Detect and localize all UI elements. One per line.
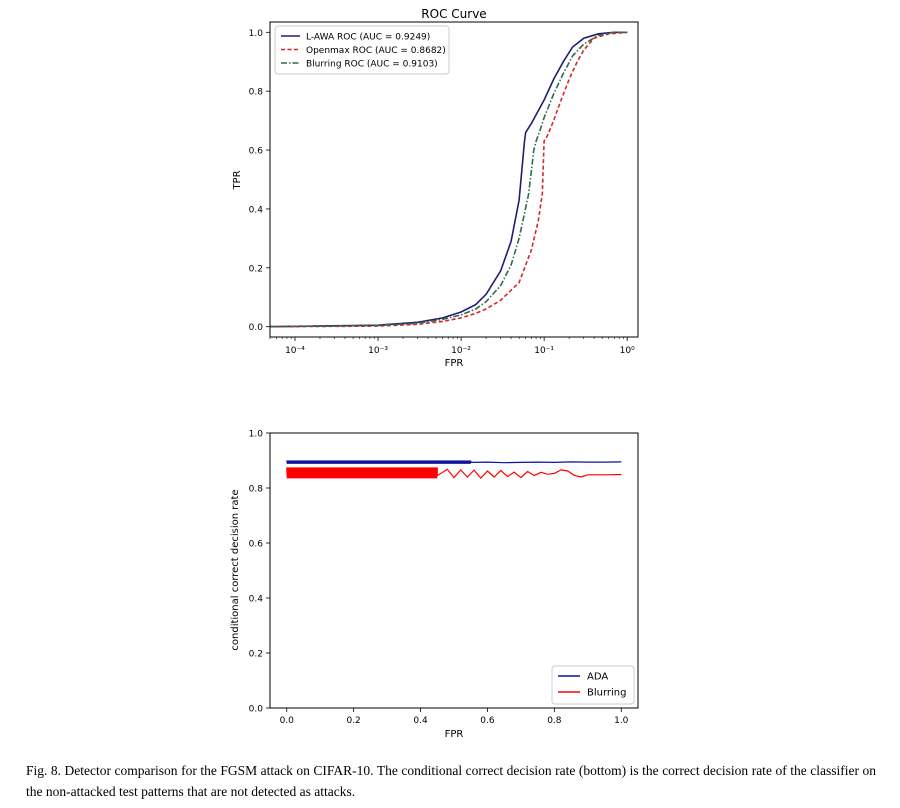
roc-legend	[275, 26, 449, 74]
roc-x-tick-label: 10⁻¹	[534, 346, 555, 356]
ccdr-legend-label: ADA	[587, 671, 609, 683]
roc-y-tick-label: 1.0	[248, 28, 263, 39]
roc-lines	[270, 32, 627, 326]
roc-x-ticks	[270, 337, 635, 356]
ccdr-x-tick-label: 0.8	[547, 716, 562, 726]
ccdr-chart	[230, 430, 638, 741]
roc-legend-label: Blurring ROC (AUC = 0.9103)	[306, 59, 438, 70]
ccdr-x-tick-label: 0.2	[346, 716, 361, 726]
ccdr-x-axis-label: FPR	[444, 729, 464, 740]
roc-title: ROC Curve	[421, 7, 487, 21]
ccdr-x-tick-label: 0.4	[413, 716, 428, 726]
ccdr-y-tick-label: 0.8	[248, 484, 263, 495]
ccdr-y-tick-label: 0.4	[248, 594, 263, 605]
roc-x-axis-label: FPR	[444, 358, 464, 369]
roc-x-tick-label: 10⁻⁴	[285, 346, 305, 356]
ccdr-x-tick-label: 0.6	[480, 716, 495, 726]
ccdr-series-line-1	[287, 467, 622, 478]
roc-y-tick-label: 0.8	[248, 87, 263, 98]
figure-caption: Fig. 8. Detector comparison for the FGSM attack on CIFAR-10. The conditional correct decision rate (bottom) is the correct decision rate of the classifier on the non-attacked test patterns that are not detected as attacks.	[26, 763, 876, 799]
roc-legend-items	[281, 33, 446, 70]
roc-y-tick-label: 0.2	[248, 264, 263, 275]
ccdr-y-axis-label: conditional correct decision rate	[230, 489, 241, 651]
roc-x-tick-label: 10⁻²	[451, 346, 471, 356]
ccdr-x-ticks	[280, 708, 629, 726]
roc-x-tick-label: 10⁻³	[368, 346, 388, 356]
roc-series-line-2	[270, 32, 627, 326]
roc-y-tick-label: 0.0	[248, 323, 263, 334]
ccdr-legend	[552, 666, 634, 704]
ccdr-lines	[287, 461, 622, 479]
ccdr-legend-label: Blurring	[587, 687, 627, 699]
ccdr-y-ticks	[249, 430, 270, 715]
roc-chart	[232, 7, 638, 369]
ccdr-x-tick-label: 1.0	[614, 716, 629, 726]
roc-series-line-0	[270, 32, 627, 326]
roc-series-line-1	[270, 32, 627, 326]
ccdr-y-tick-label: 0.6	[248, 539, 263, 550]
ccdr-y-tick-label: 0.2	[248, 649, 263, 660]
roc-legend-label: Openmax ROC (AUC = 0.8682)	[306, 46, 446, 56]
roc-y-tick-label: 0.4	[248, 205, 263, 216]
ccdr-series-line-0	[287, 461, 622, 464]
ccdr-y-tick-label: 1.0	[248, 429, 263, 440]
roc-y-ticks	[249, 29, 270, 333]
roc-x-tick-label: 10⁰	[619, 346, 635, 356]
roc-y-axis-label: TPR	[232, 170, 243, 190]
ccdr-y-tick-label: 0.0	[248, 704, 263, 715]
roc-y-tick-label: 0.6	[248, 146, 263, 157]
ccdr-x-tick-label: 0.0	[279, 716, 294, 726]
roc-legend-label: L-AWA ROC (AUC = 0.9249)	[306, 32, 431, 43]
